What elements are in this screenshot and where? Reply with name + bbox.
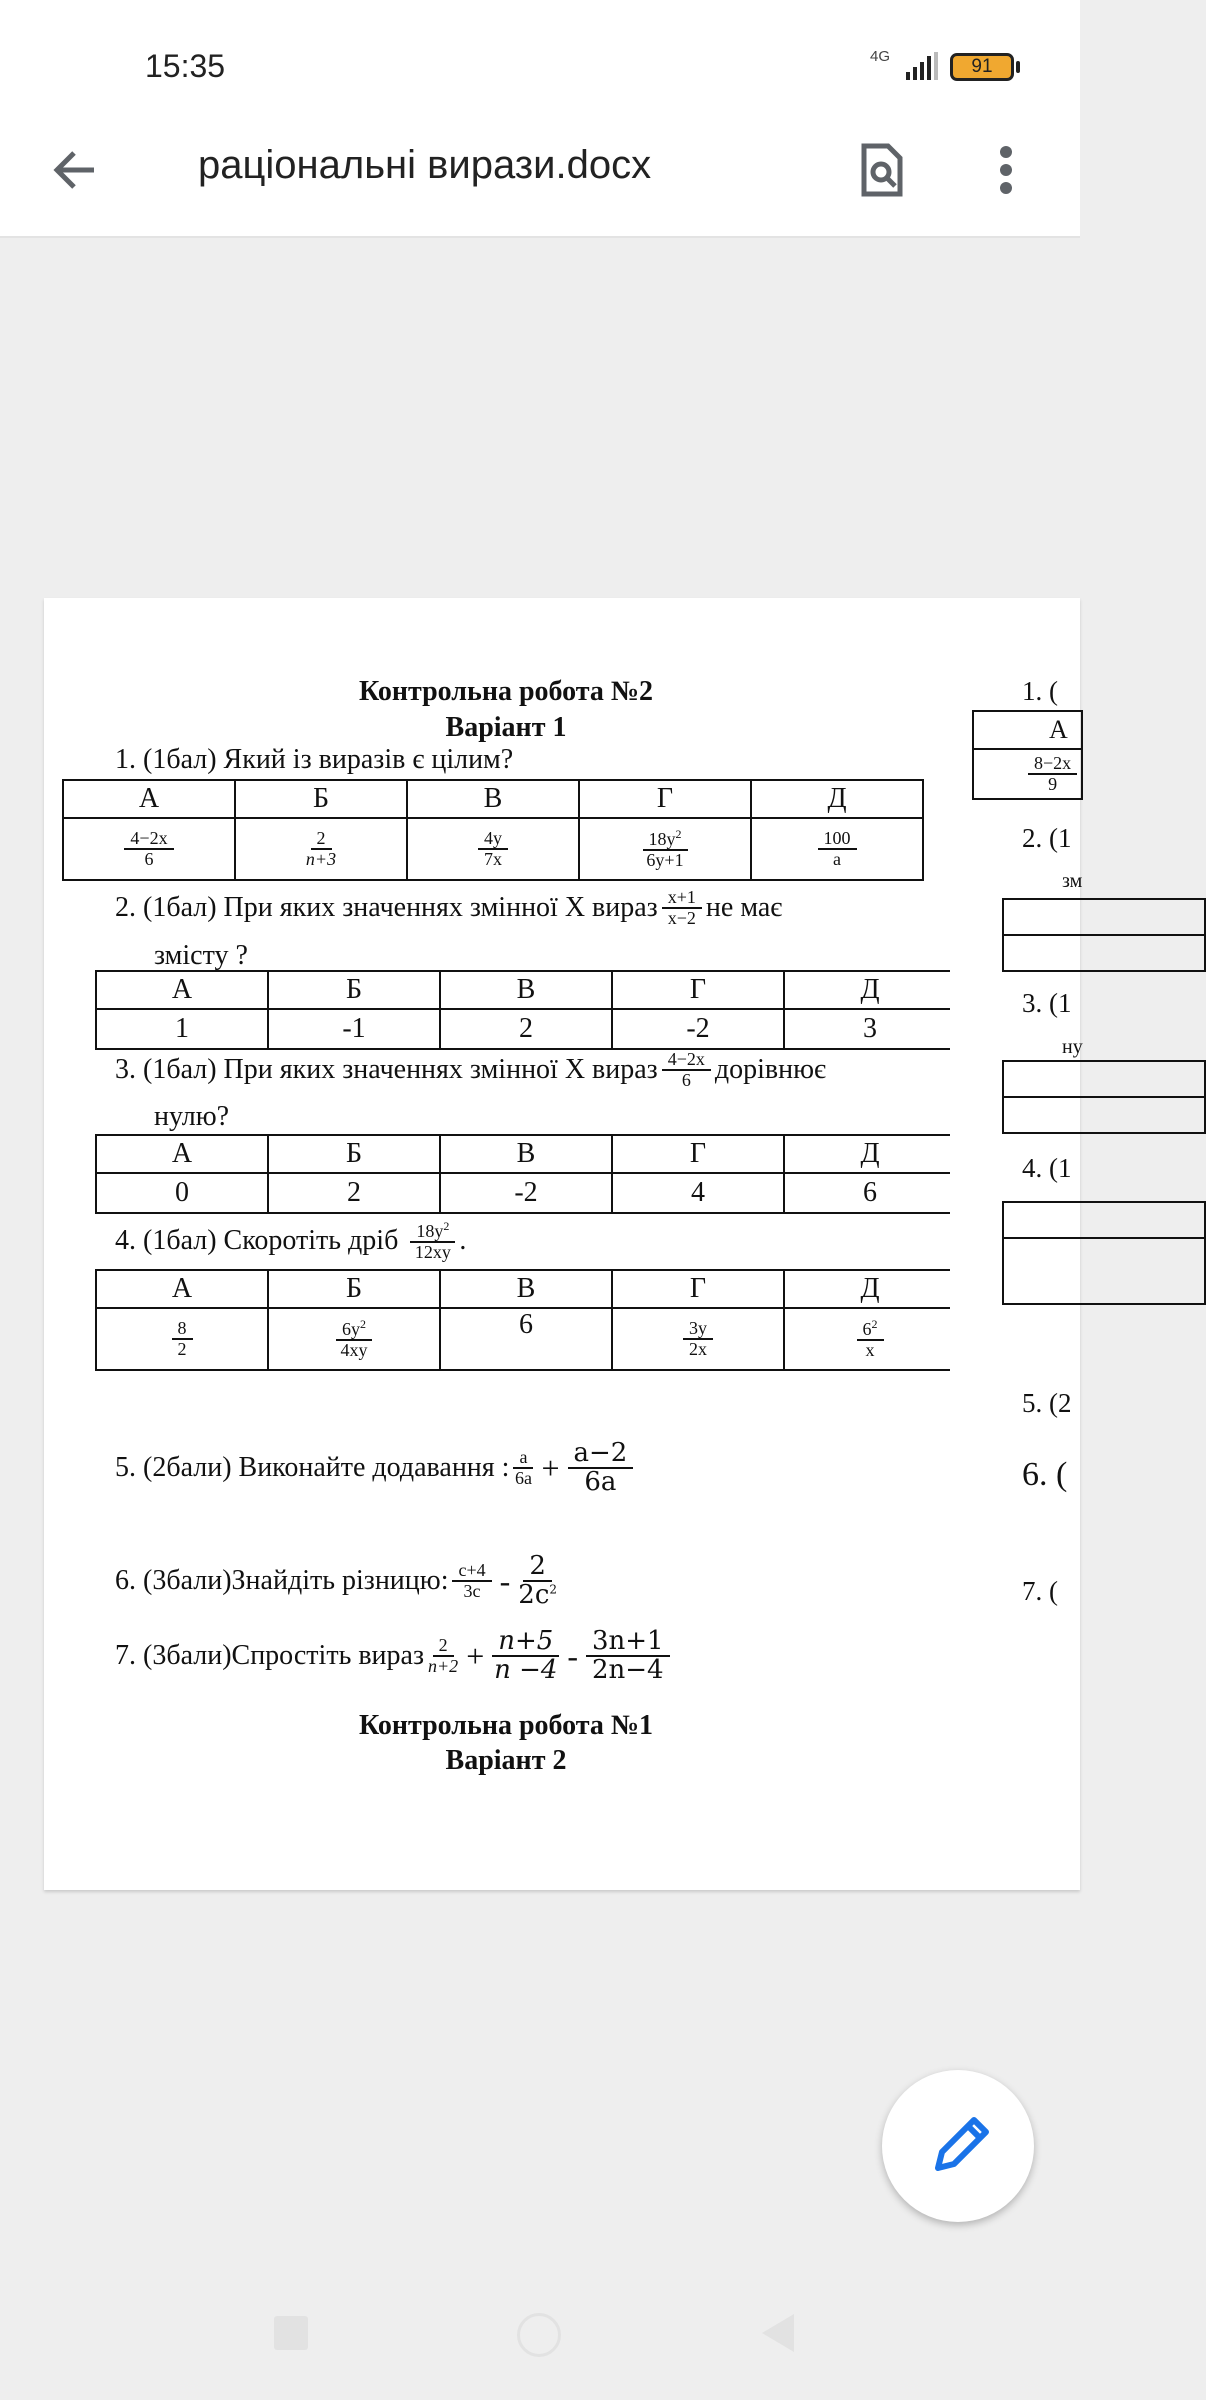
question-3 <box>115 1050 826 1090</box>
cell: В <box>407 780 579 818</box>
numerator: 3n+1 <box>586 1628 670 1657</box>
numerator: 8−2x <box>1028 754 1077 775</box>
heading: Контрольна робота №1 <box>358 1710 654 1741</box>
question-5 <box>115 1440 637 1497</box>
exponent: 2 <box>871 1317 878 1332</box>
question-text: 4. (1бал) Скоротіть дріб <box>115 1224 399 1256</box>
cell: 6 <box>784 1173 956 1213</box>
cell <box>579 818 751 880</box>
numerator: 100 <box>818 829 857 850</box>
denominator: 6a <box>584 1467 617 1498</box>
cell <box>63 818 235 880</box>
cell: Б <box>235 780 407 818</box>
denominator: 3c <box>463 1581 481 1602</box>
question-7 <box>115 1628 674 1685</box>
cell: А <box>96 1135 268 1173</box>
numerator: c+4 <box>452 1561 491 1582</box>
numerator: 6y <box>342 1319 360 1340</box>
pencil-icon <box>882 2070 1034 2222</box>
cell: -1 <box>268 1009 440 1049</box>
cell: А <box>63 780 235 818</box>
question-text: дорівнює <box>714 1053 827 1085</box>
more-vert-icon[interactable] <box>998 145 1014 195</box>
answer-table-2 <box>95 970 957 1050</box>
question-text: 2. (1бал) При яких значеннях змінної X вираз <box>115 891 658 923</box>
question-text: 5. (2бали) Виконайте додавання : <box>115 1452 510 1484</box>
cell <box>96 1308 268 1370</box>
cell <box>751 818 923 880</box>
operator: + <box>466 1637 485 1674</box>
answer-table-3 <box>1002 1060 1206 1134</box>
answer-table-2 <box>1002 898 1206 972</box>
denominator: 6 <box>681 1069 691 1090</box>
question-text: . <box>459 1224 467 1256</box>
denominator: 2 <box>177 1339 187 1359</box>
document-title: раціональні вирази.docx <box>198 143 652 187</box>
cell: Б <box>268 1135 440 1173</box>
numerator: 3y <box>683 1319 713 1340</box>
numerator: n+5 <box>492 1628 559 1657</box>
denominator: n+2 <box>428 1656 459 1677</box>
operator: - <box>567 1637 578 1674</box>
question-2-line2: змісту ? <box>154 940 248 971</box>
cell <box>407 818 579 880</box>
exponent: 2 <box>549 1582 558 1597</box>
cell: 3 <box>784 1009 956 1049</box>
operator: - <box>499 1562 511 1599</box>
numerator: 6 <box>862 1319 872 1340</box>
cell: -2 <box>612 1009 784 1049</box>
signal-icon <box>900 52 940 82</box>
cell: Д <box>784 971 956 1009</box>
question-2 <box>115 888 782 928</box>
denominator: 12xy <box>414 1241 451 1262</box>
cell <box>784 1308 956 1370</box>
question-4: 4. (1 <box>1022 1153 1072 1183</box>
numerator: 4y <box>478 829 508 850</box>
question-4 <box>115 1220 466 1262</box>
cell <box>612 1308 784 1370</box>
denominator: x−2 <box>667 907 696 928</box>
cell: Д <box>751 780 923 818</box>
question-3: 3. (1 <box>1022 988 1072 1018</box>
denominator: 2n−4 <box>591 1655 664 1686</box>
question-3-line2: ну <box>1062 1036 1083 1058</box>
cell: А <box>96 971 268 1009</box>
battery-nub <box>1016 61 1020 73</box>
numerator: a−2 <box>568 1440 634 1469</box>
cell <box>235 818 407 880</box>
denominator: 6y+1 <box>646 850 684 870</box>
document-search-icon[interactable] <box>860 142 904 198</box>
heading: Контрольна робота №2 <box>358 676 654 707</box>
variant-heading: Варіант 2 <box>445 1745 567 1776</box>
cell: А <box>96 1270 268 1308</box>
question-7: 7. ( <box>1022 1576 1058 1606</box>
numerator: 2 <box>433 1636 454 1657</box>
arrow-left-icon[interactable] <box>50 145 100 195</box>
question-text: 3. (1бал) При яких значеннях змінної X вираз <box>115 1053 658 1085</box>
answer-table-1 <box>62 779 924 881</box>
question-3-line2: нулю? <box>154 1101 230 1132</box>
answer-table-4 <box>1002 1201 1206 1305</box>
question-1: 1. (1бал) Який із виразів є цілим? <box>115 744 514 775</box>
cell: 2 <box>268 1173 440 1213</box>
cell: Б <box>268 1270 440 1308</box>
denominator: n+3 <box>305 849 337 869</box>
numerator: 18y <box>416 1221 444 1241</box>
question-2-line2: зм <box>1062 870 1083 892</box>
numerator: 2 <box>311 829 332 850</box>
answer-table-4 <box>95 1269 957 1371</box>
cell <box>973 749 1082 799</box>
cell: В <box>440 1135 612 1173</box>
status-bar <box>0 0 1080 120</box>
cell: 0 <box>96 1173 268 1213</box>
numerator: 4−2x <box>662 1050 711 1071</box>
answer-table-1 <box>972 710 1083 800</box>
question-2: 2. (1 <box>1022 823 1072 853</box>
exponent: 2 <box>360 1317 366 1332</box>
document-page[interactable] <box>44 598 1083 1890</box>
denominator: 4xy <box>340 1340 368 1360</box>
cell: Г <box>612 971 784 1009</box>
recent-apps-button[interactable] <box>274 2316 308 2350</box>
denominator: 6a <box>514 1468 532 1489</box>
exponent: 2 <box>675 827 682 842</box>
cell: -2 <box>440 1173 612 1213</box>
next-page-partial[interactable] <box>950 598 1083 1890</box>
denominator: 6 <box>144 849 154 869</box>
denominator: x <box>865 1340 875 1360</box>
numerator: x+1 <box>662 888 702 909</box>
network-type: 4G <box>870 48 891 65</box>
cell: 4 <box>612 1173 784 1213</box>
denominator: 9 <box>1048 774 1058 794</box>
cell: В <box>440 971 612 1009</box>
operator: + <box>541 1449 560 1486</box>
denominator: 7x <box>484 849 502 869</box>
cell: 1 <box>96 1009 268 1049</box>
question-text: не має <box>705 891 783 923</box>
numerator: a <box>513 1448 533 1469</box>
home-button[interactable] <box>517 2313 561 2357</box>
question-text: 7. (3бали)Спростіть вираз <box>115 1640 425 1672</box>
denominator: 2c <box>518 1580 550 1611</box>
exponent: 2 <box>443 1219 450 1233</box>
back-nav-button[interactable] <box>762 2314 794 2352</box>
numerator: 18y <box>648 829 676 850</box>
variant-heading: Варіант 1 <box>445 712 567 743</box>
cell: Д <box>784 1135 956 1173</box>
cell: Б <box>268 971 440 1009</box>
cell: В <box>440 1270 612 1308</box>
cell: Г <box>579 780 751 818</box>
question-6: 6. ( <box>1022 1456 1068 1493</box>
cell: А <box>973 711 1082 749</box>
question-text: 6. (3бали)Знайдіть різницю: <box>115 1565 449 1597</box>
cell: Г <box>612 1135 784 1173</box>
numerator: 4−2x <box>124 829 173 850</box>
denominator: n −4 <box>494 1655 558 1686</box>
battery-icon: 91 <box>950 53 1014 81</box>
answer-table-3 <box>95 1134 957 1214</box>
denominator: a <box>833 849 841 869</box>
clock: 15:35 <box>145 48 226 84</box>
question-6 <box>115 1553 561 1610</box>
numerator: 8 <box>172 1319 193 1340</box>
cell: Д <box>784 1270 956 1308</box>
cell <box>268 1308 440 1370</box>
question-1: 1. ( <box>1022 676 1058 706</box>
edit-button[interactable] <box>882 2070 1034 2222</box>
cell: Г <box>612 1270 784 1308</box>
denominator: 2x <box>689 1339 707 1359</box>
cell: 2 <box>440 1009 612 1049</box>
question-5: 5. (2 <box>1022 1388 1072 1418</box>
numerator: 2 <box>523 1553 552 1582</box>
cell: 6 <box>440 1308 612 1370</box>
